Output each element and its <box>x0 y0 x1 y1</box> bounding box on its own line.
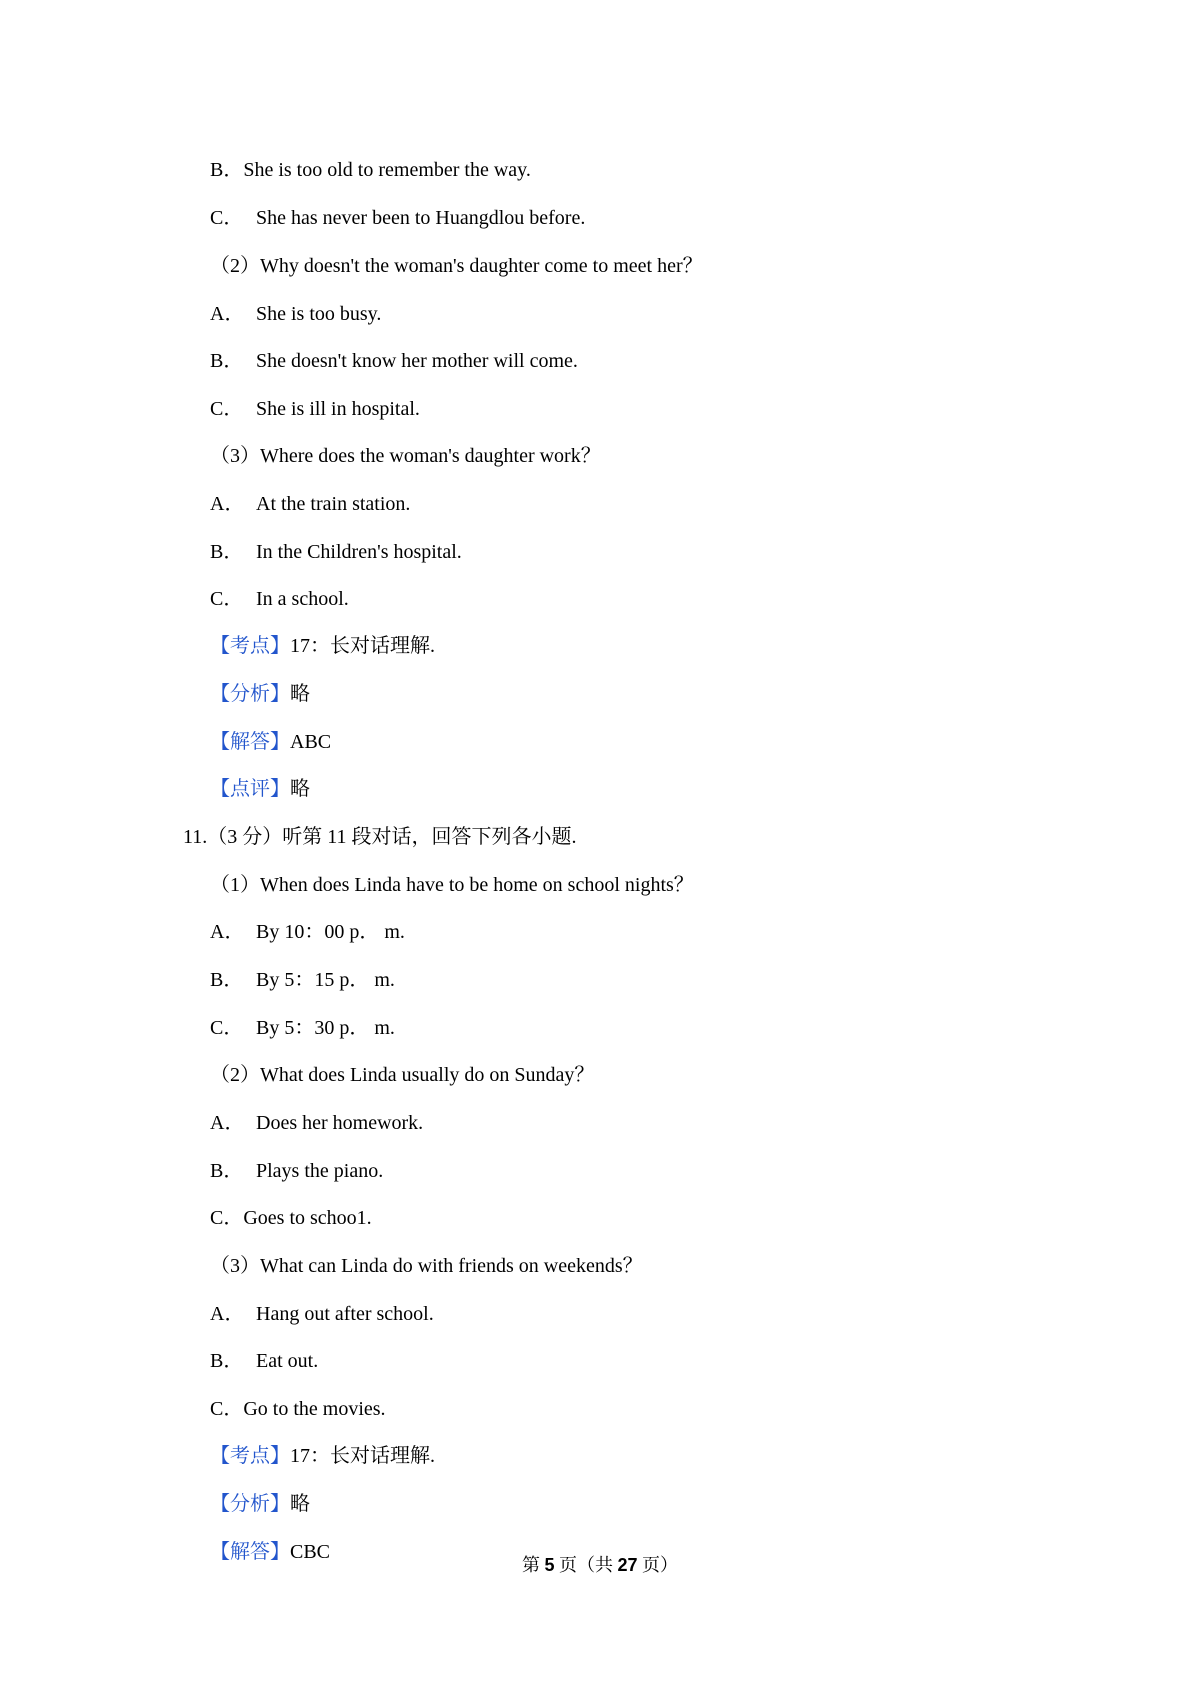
option-label: A． <box>210 1303 245 1325</box>
fenxi-tag: 【分析】 <box>210 683 290 705</box>
footer-page-number: 5 <box>544 1555 555 1575</box>
footer-middle: 页（共 <box>554 1555 618 1575</box>
option-label: A． <box>210 921 245 943</box>
option-text: She has never been to Huangdlou before. <box>256 207 586 229</box>
q11-sub1-question: （1）When does Linda have to be home on school nights？ <box>210 874 694 896</box>
option-text: Go to the movies. <box>243 1398 386 1420</box>
q11-sub2-option-b <box>210 1159 383 1183</box>
kaodian-tag: 【考点】 <box>210 1445 290 1467</box>
jieda-text: ABC <box>290 731 332 753</box>
option-label: B． <box>210 541 244 563</box>
fenxi-text: 略 <box>290 1493 310 1515</box>
q10-jieda <box>210 730 331 754</box>
q10-sub3-option-a <box>210 492 410 516</box>
q11-kaodian <box>210 1444 435 1468</box>
option-text: Plays the piano. <box>256 1160 384 1182</box>
footer-suffix: 页） <box>637 1555 679 1575</box>
q11-sub3-option-c <box>210 1397 386 1421</box>
option-text: By 10：00 p． m. <box>256 921 405 943</box>
option-text: She is ill in hospital. <box>256 398 420 420</box>
q10-sub2-option-b <box>210 349 578 373</box>
footer-prefix: 第 <box>521 1555 545 1575</box>
q10-sub3-option-c <box>210 587 349 611</box>
option-text: She is too busy. <box>256 303 382 325</box>
kaodian-text: 17：长对话理解. <box>290 635 435 657</box>
q10-sub2-option-a <box>210 302 381 326</box>
dianping-tag: 【点评】 <box>210 778 290 800</box>
option-label: A． <box>210 303 245 325</box>
option-text: At the train station. <box>256 493 411 515</box>
option-label: B． <box>210 969 244 991</box>
q10-option-b <box>210 158 531 182</box>
jieda-tag: 【解答】 <box>210 731 290 753</box>
page-footer <box>0 1554 1200 1576</box>
dianping-text: 略 <box>290 778 310 800</box>
option-text: In a school. <box>256 588 349 610</box>
kaodian-text: 17：长对话理解. <box>290 1445 435 1467</box>
option-label: C． <box>210 588 244 610</box>
option-label: B． <box>210 159 244 181</box>
q11-sub1-option-b <box>210 968 395 992</box>
q10-dianping <box>210 777 310 801</box>
q11-sub2-question: （2）What does Linda usually do on Sunday？ <box>210 1064 595 1086</box>
option-label: C． <box>210 1398 244 1420</box>
q11-heading: 11.（3 分）听第 11 段对话，回答下列各小题. <box>183 826 577 848</box>
q11-sub1-option-a <box>210 920 405 944</box>
q11-sub1-option-c <box>210 1016 395 1040</box>
fenxi-text: 略 <box>290 683 310 705</box>
q10-sub2-option-c <box>210 397 420 421</box>
option-label: A． <box>210 493 245 515</box>
q10-kaodian <box>210 634 435 658</box>
option-text: She is too old to remember the way. <box>243 159 531 181</box>
option-text: Goes to schoo1. <box>243 1207 372 1229</box>
option-text: Hang out after school. <box>256 1303 434 1325</box>
footer-total-pages: 27 <box>617 1555 638 1575</box>
q10-fenxi <box>210 682 310 706</box>
option-text: By 5：30 p． m. <box>256 1017 395 1039</box>
q11-sub3-question: （3）What can Linda do with friends on weekends？ <box>210 1255 643 1277</box>
option-text: By 5：15 p． m. <box>256 969 395 991</box>
option-label: C． <box>210 1017 244 1039</box>
fenxi-tag: 【分析】 <box>210 1493 290 1515</box>
q10-sub3-question: （3）Where does the woman's daughter work？ <box>210 445 601 467</box>
option-label: B． <box>210 350 244 372</box>
q10-option-c <box>210 206 585 230</box>
q11-sub3-option-b <box>210 1349 318 1373</box>
option-text: Does her homework. <box>256 1112 424 1134</box>
q11-sub2-option-c <box>210 1206 372 1230</box>
q10-sub2-question: （2）Why doesn't the woman's daughter come to meet her？ <box>210 255 703 277</box>
kaodian-tag: 【考点】 <box>210 635 290 657</box>
option-text: She doesn't know her mother will come. <box>256 350 578 372</box>
option-label: B． <box>210 1350 244 1372</box>
option-label: B． <box>210 1160 244 1182</box>
option-label: A． <box>210 1112 245 1134</box>
q11-sub2-option-a <box>210 1111 423 1135</box>
option-label: C． <box>210 398 244 420</box>
option-text: In the Children's hospital. <box>256 541 462 563</box>
q11-fenxi <box>210 1492 310 1516</box>
option-text: Eat out. <box>256 1350 319 1372</box>
option-label: C． <box>210 1207 244 1229</box>
option-label: C． <box>210 207 244 229</box>
q10-sub3-option-b <box>210 540 462 564</box>
q11-sub3-option-a <box>210 1302 434 1326</box>
jieda-tag: 【解答】 <box>210 1541 290 1563</box>
jieda-text: CBC <box>290 1541 331 1563</box>
